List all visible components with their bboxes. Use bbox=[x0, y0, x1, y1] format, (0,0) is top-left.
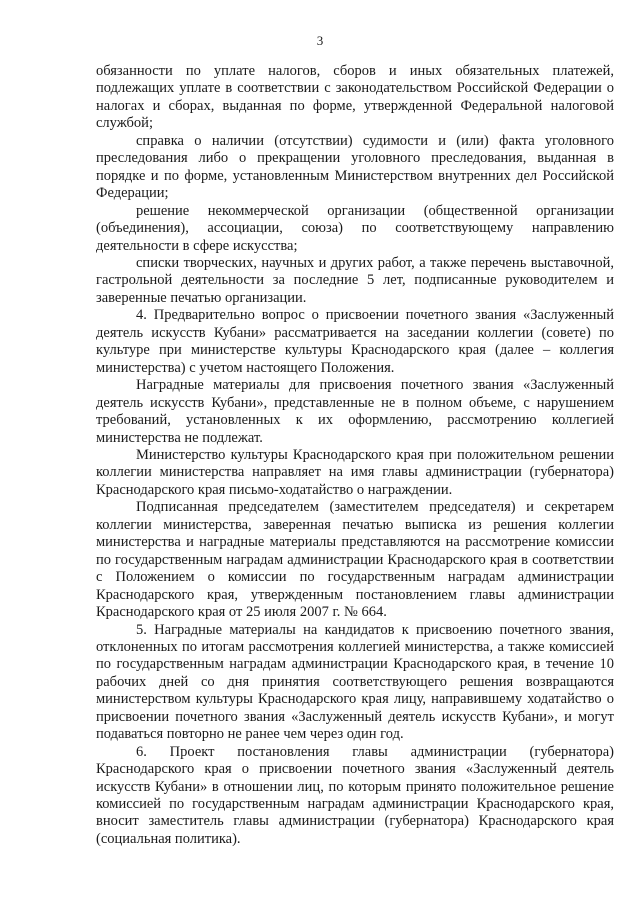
document-body bbox=[96, 63, 614, 848]
paragraph-clause-5: 5. Наградные материалы на кандидатов к присвоению почетного звания, отклоненных по итогам рассмотрения коллегией министерства, а также комиссией по государственным наградам администрации Краснодарского края, в течение 10 рабочих дней со дня принятия соответствующего решения возвращаются министерством культуры Краснодарского края лицу, направившему ходатайство о присвоении почетного звания «Заслуженный деятель искусств Кубани», и могут подаваться повторно не ранее чем через один год. bbox=[96, 621, 614, 743]
paragraph-incomplete-materials: Наградные материалы для присвоения почетного звания «Заслуженный деятель искусств Кубани», представленные не в полном объеме, с нарушением требований, установленных к их оформлению, рассмотрению коллегией министерства не подлежат. bbox=[96, 377, 614, 446]
paragraph-ministry-petition: Министерство культуры Краснодарского края при положительном решении коллегии министерства направляет на имя главы администрации (губернатора) Краснодарского края письмо-ходатайство о награждении. bbox=[96, 446, 614, 498]
paragraph-board-extract: Подписанная председателем (заместителем председателя) и секретарем коллегии министерства, заверенная печатью выписка из решения коллегии министерства и наградные материалы представляются на рассмотрение комиссии по государственным наградам администрации Краснодарского края в соответствии с Положением о комиссии по государственным наградам администрации Краснодарского края, утвержденным постановлением главы администрации Краснодарского края от 25 июля 2007 г. № 664. bbox=[96, 499, 614, 621]
paragraph-tax-certificate-continued: обязанности по уплате налогов, сборов и иных обязательных платежей, подлежащих уплате в соответствии с законодательством Российской Федерации о налогах и сборах, выданная по форме, утвержденной Федеральной налоговой службой; bbox=[96, 63, 614, 132]
page-number: 3 bbox=[316, 33, 324, 48]
paragraph-criminal-record-certificate: справка о наличии (отсутствии) судимости и (или) факта уголовного преследования либо о прекращении уголовного преследования, выданная в порядке и по форме, установленным Министерством внутренних дел Российской Федерации; bbox=[96, 132, 614, 202]
paragraph-works-lists: списки творческих, научных и других работ, а также перечень выставочной, гастрольной деятельности за последние 5 лет, подписанные руководителем и заверенные печатью организации. bbox=[96, 254, 614, 306]
paragraph-ngo-decision: решение некоммерческой организации (общественной организации (объединения), ассоциации, союза) по соответствующему направлению деятельности в сфере искусства; bbox=[96, 202, 614, 254]
paragraph-clause-4: 4. Предварительно вопрос о присвоении почетного звания «Заслуженный деятель искусств Кубани» рассматривается на заседании коллегии (совете) по культуре при министерстве культуры Краснодарского края (далее – коллегия министерства) с учетом настоящего Положения. bbox=[96, 307, 614, 376]
paragraph-clause-6: 6. Проект постановления главы администрации (губернатора) Краснодарского края о присвоении почетного звания «Заслуженный деятель искусств Кубани» в отношении лиц, по которым принято положительное решение комиссией по государственным наградам администрации Краснодарского края, вносит заместитель главы администрации (губернатора) Краснодарского края (социальная политика). bbox=[96, 743, 614, 847]
